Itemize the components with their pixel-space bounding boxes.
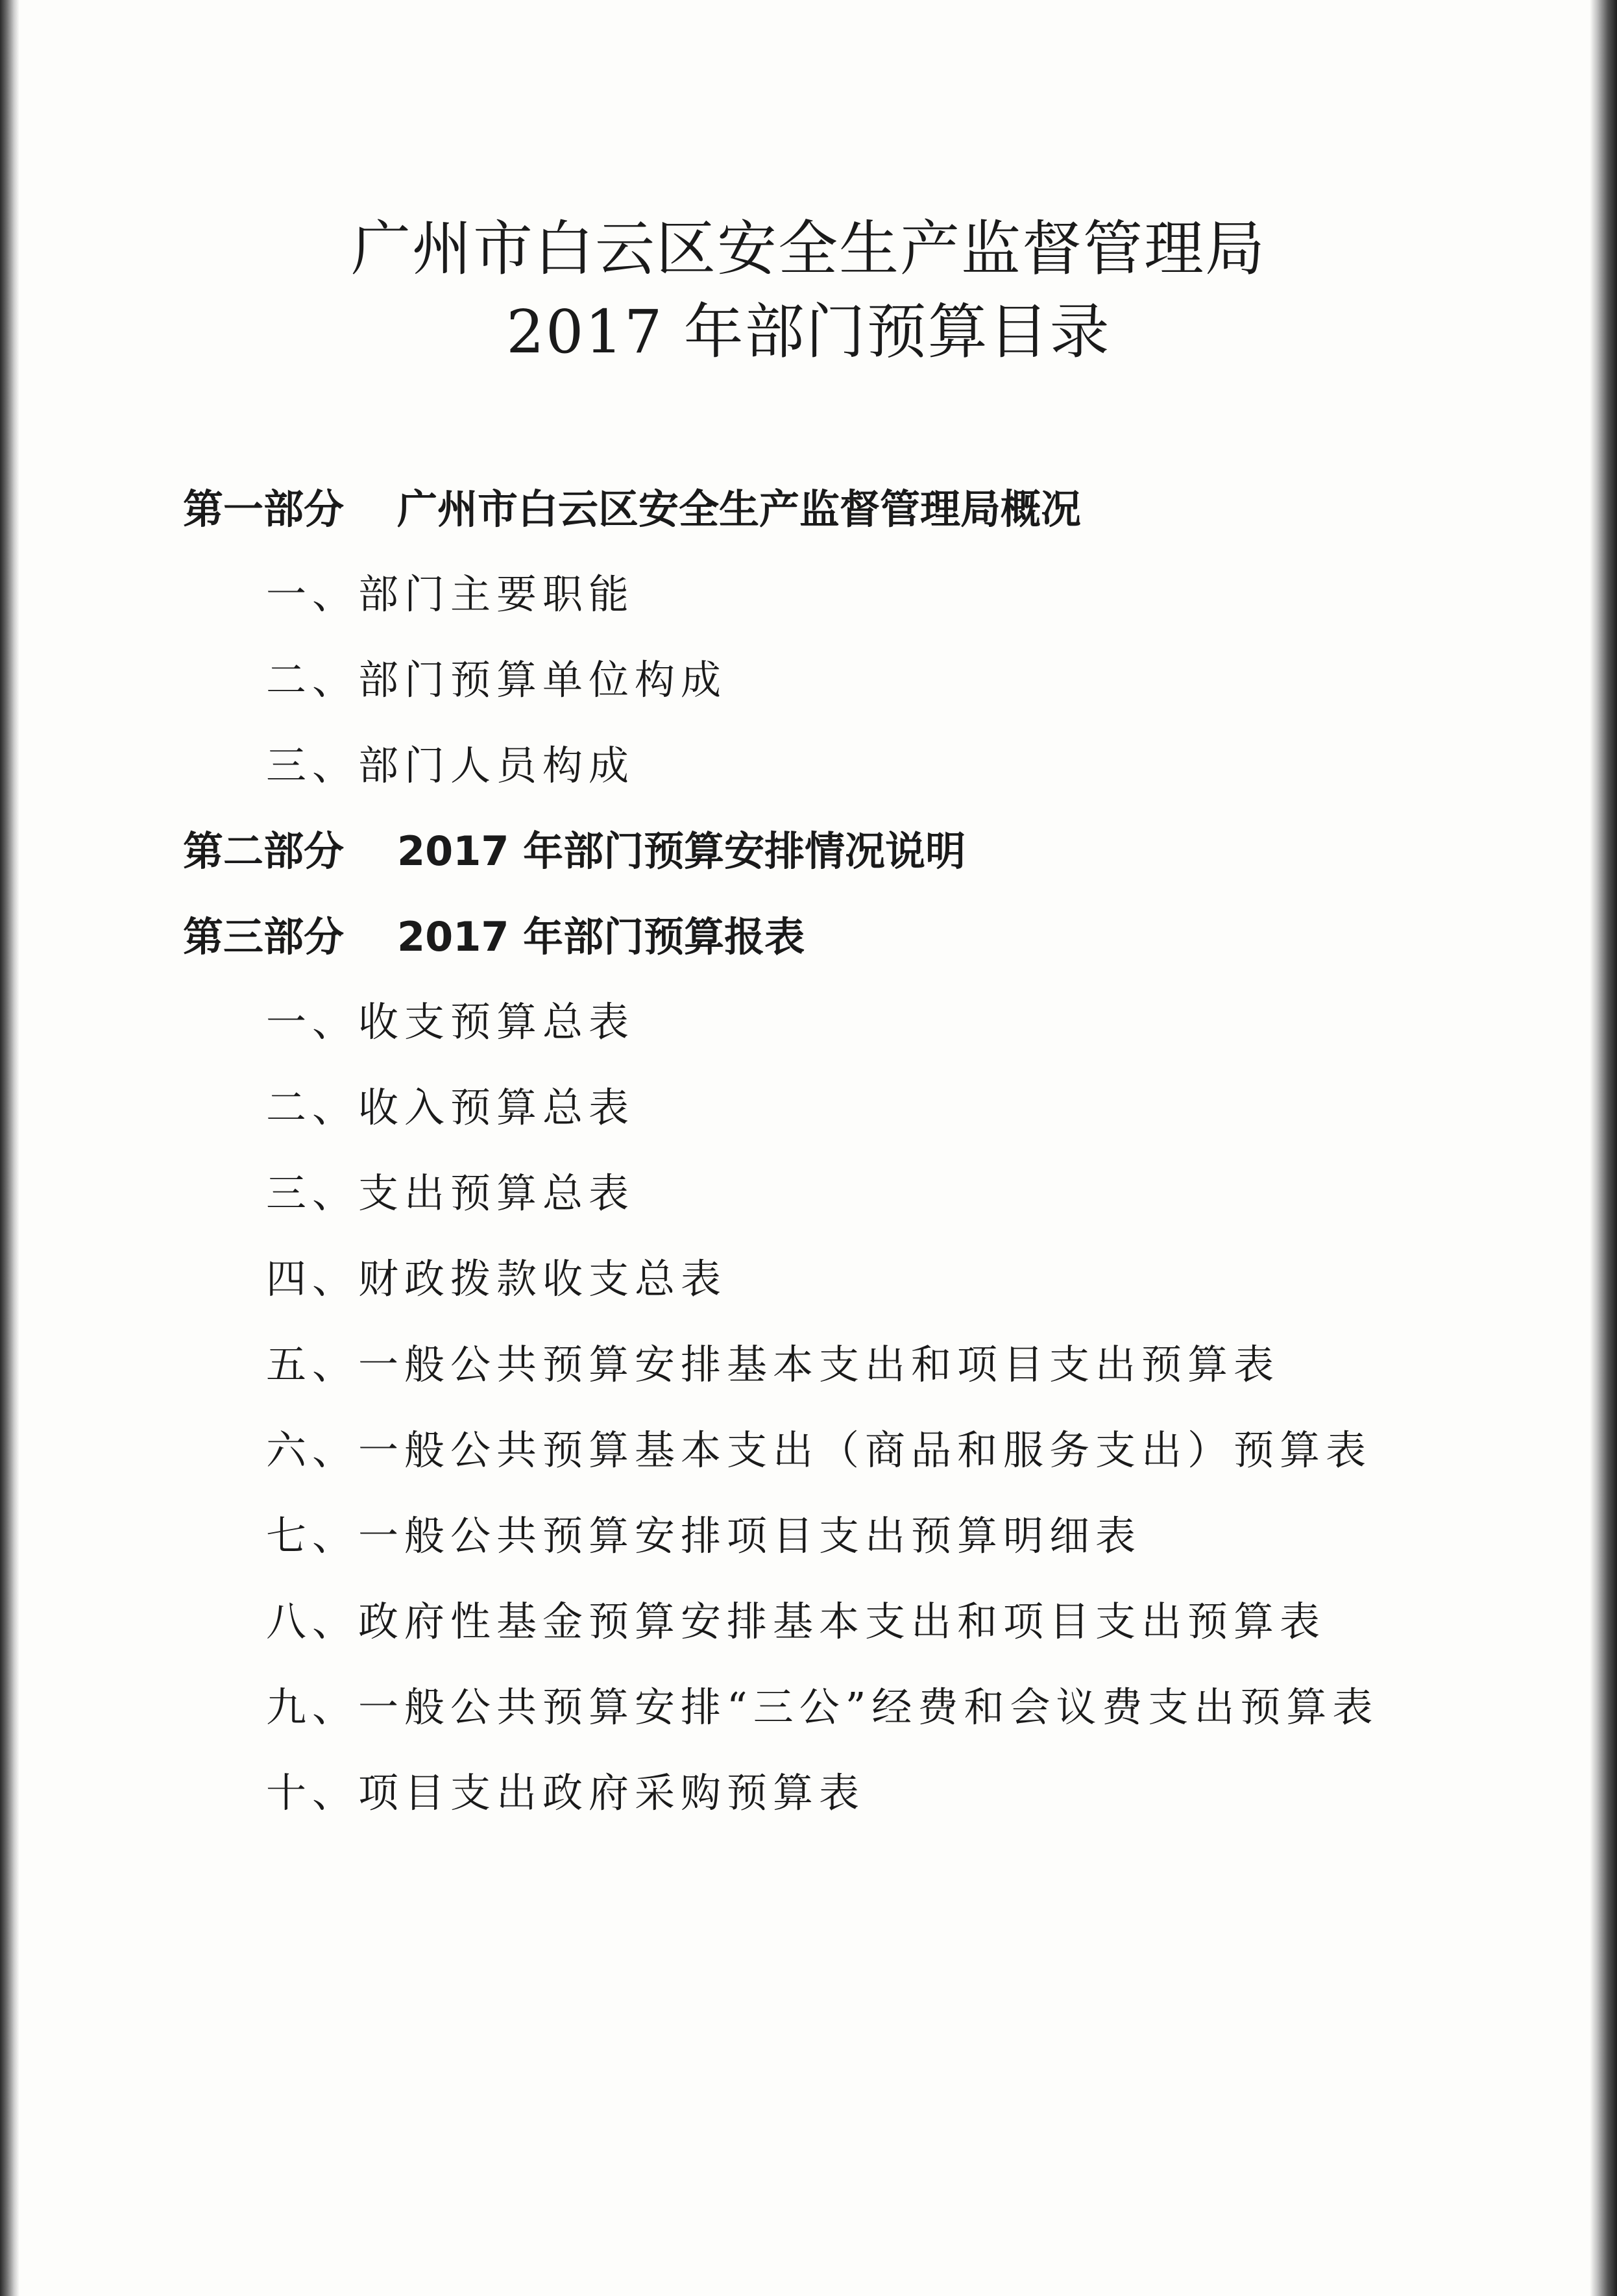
toc-section-2 — [183, 825, 966, 877]
section-number: 第二部分 — [183, 827, 345, 875]
toc-item: 九、一般公共预算安排“三公”经费和会议费支出预算表 — [266, 1683, 1379, 1731]
section-number: 第一部分 — [183, 485, 345, 533]
toc-item: 一、收支预算总表 — [266, 998, 635, 1045]
section-title: 2017 年部门预算安排情况说明 — [397, 827, 966, 875]
toc-item: 十、项目支出政府采购预算表 — [266, 1769, 866, 1816]
toc-item: 二、部门预算单位构成 — [266, 656, 727, 703]
toc-section-3 — [183, 911, 805, 963]
toc-item: 三、支出预算总表 — [266, 1169, 635, 1217]
section-number: 第三部分 — [183, 913, 345, 960]
toc-item: 四、财政拨款收支总表 — [266, 1255, 727, 1302]
toc-item: 六、一般公共预算基本支出（商品和服务支出）预算表 — [266, 1426, 1372, 1474]
title-line-2: 2017 年部门预算目录 — [506, 297, 1111, 367]
toc-item: 二、收入预算总表 — [266, 1084, 635, 1131]
toc-item: 五、一般公共预算安排基本支出和项目支出预算表 — [266, 1341, 1280, 1388]
toc-item: 七、一般公共预算安排项目支出预算明细表 — [266, 1512, 1142, 1559]
section-title: 2017 年部门预算报表 — [397, 913, 805, 960]
title-line-1: 广州市白云区安全生产监督管理局 — [350, 214, 1266, 284]
section-title: 广州市白云区安全生产监督管理局概况 — [397, 485, 1082, 533]
toc-section-1 — [183, 483, 1081, 535]
toc-item: 一、部门主要职能 — [266, 570, 635, 618]
toc-item: 三、部门人员构成 — [266, 742, 635, 789]
toc-item: 八、政府性基金预算安排基本支出和项目支出预算表 — [266, 1598, 1326, 1645]
